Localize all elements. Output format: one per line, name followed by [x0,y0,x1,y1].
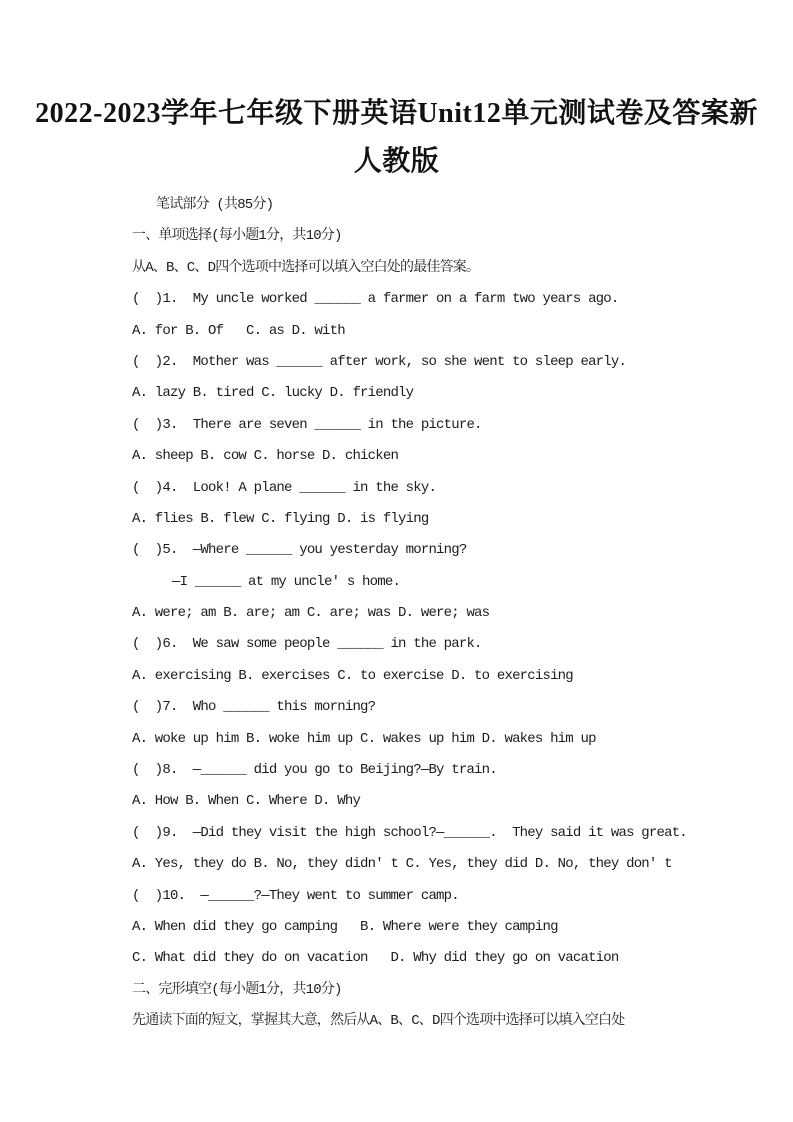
options-10-cd: C. What did they do on vacation D. Why did they go on vacation [132,950,619,967]
part1-directions: 从A、B、C、D四个选项中选择可以填入空白处的最佳答案。 [132,259,480,276]
question-7: ( )7. Who ______ this morning? [132,699,376,716]
document-body [132,190,713,1038]
options-8: A. How B. When C. Where D. Why [132,793,361,810]
question-9: ( )9. —Did they visit the high school?—______. They said it was great. [132,824,687,841]
options-5: A. were; am B. are; am C. are; was D. were; was [132,605,490,622]
part2-heading: 二、完形填空(每小题1分，共10分) [132,981,342,998]
document-title [0,0,793,186]
options-1: A. for B. Of C. as D. with [132,322,345,339]
section-header: 笔试部分 (共85分) [156,197,274,213]
question-6: ( )6. We saw some people ______ in the park. [132,636,482,653]
question-8: ( )8. —______ did you go to Beijing?—By train. [132,762,497,779]
question-4: ( )4. Look! A plane ______ in the sky. [132,479,437,496]
part1-heading: 一、单项选择(每小题1分，共10分) [132,228,342,245]
options-4: A. flies B. flew C. flying D. is flying [132,510,429,527]
document-title-line-2: 人教版 [353,146,440,177]
document-title-line-1: 2022-2023学年七年级下册英语Unit12单元测试卷及答案新 [35,98,758,129]
options-10-ab: A. When did they go camping B. Where were they camping [132,918,558,935]
question-10: ( )10. —______?—They went to summer camp. [132,887,459,904]
options-2: A. lazy B. tired C. lucky D. friendly [132,385,414,402]
part2-directions: 先通读下面的短文，掌握其大意，然后从A、B、C、D四个选项中选择可以填入空白处 [132,1013,625,1030]
question-3: ( )3. There are seven ______ in the picture. [132,416,482,433]
question-5-reply: —I ______ at my uncle' s home. [172,573,401,590]
options-3: A. sheep B. cow C. horse D. chicken [132,448,399,465]
question-1: ( )1. My uncle worked ______ a farmer on a farm two years ago. [132,291,619,308]
question-2: ( )2. Mother was ______ after work, so she went to sleep early. [132,353,627,370]
options-9: A. Yes, they do B. No, they didn' t C. Yes, they did D. No, they don' t [132,856,672,873]
options-7: A. woke up him B. woke him up C. wakes up him D. wakes him up [132,730,596,747]
options-6: A. exercising B. exercises C. to exercise D. to exercising [132,667,573,684]
question-5: ( )5. —Where ______ you yesterday morning? [132,542,467,559]
